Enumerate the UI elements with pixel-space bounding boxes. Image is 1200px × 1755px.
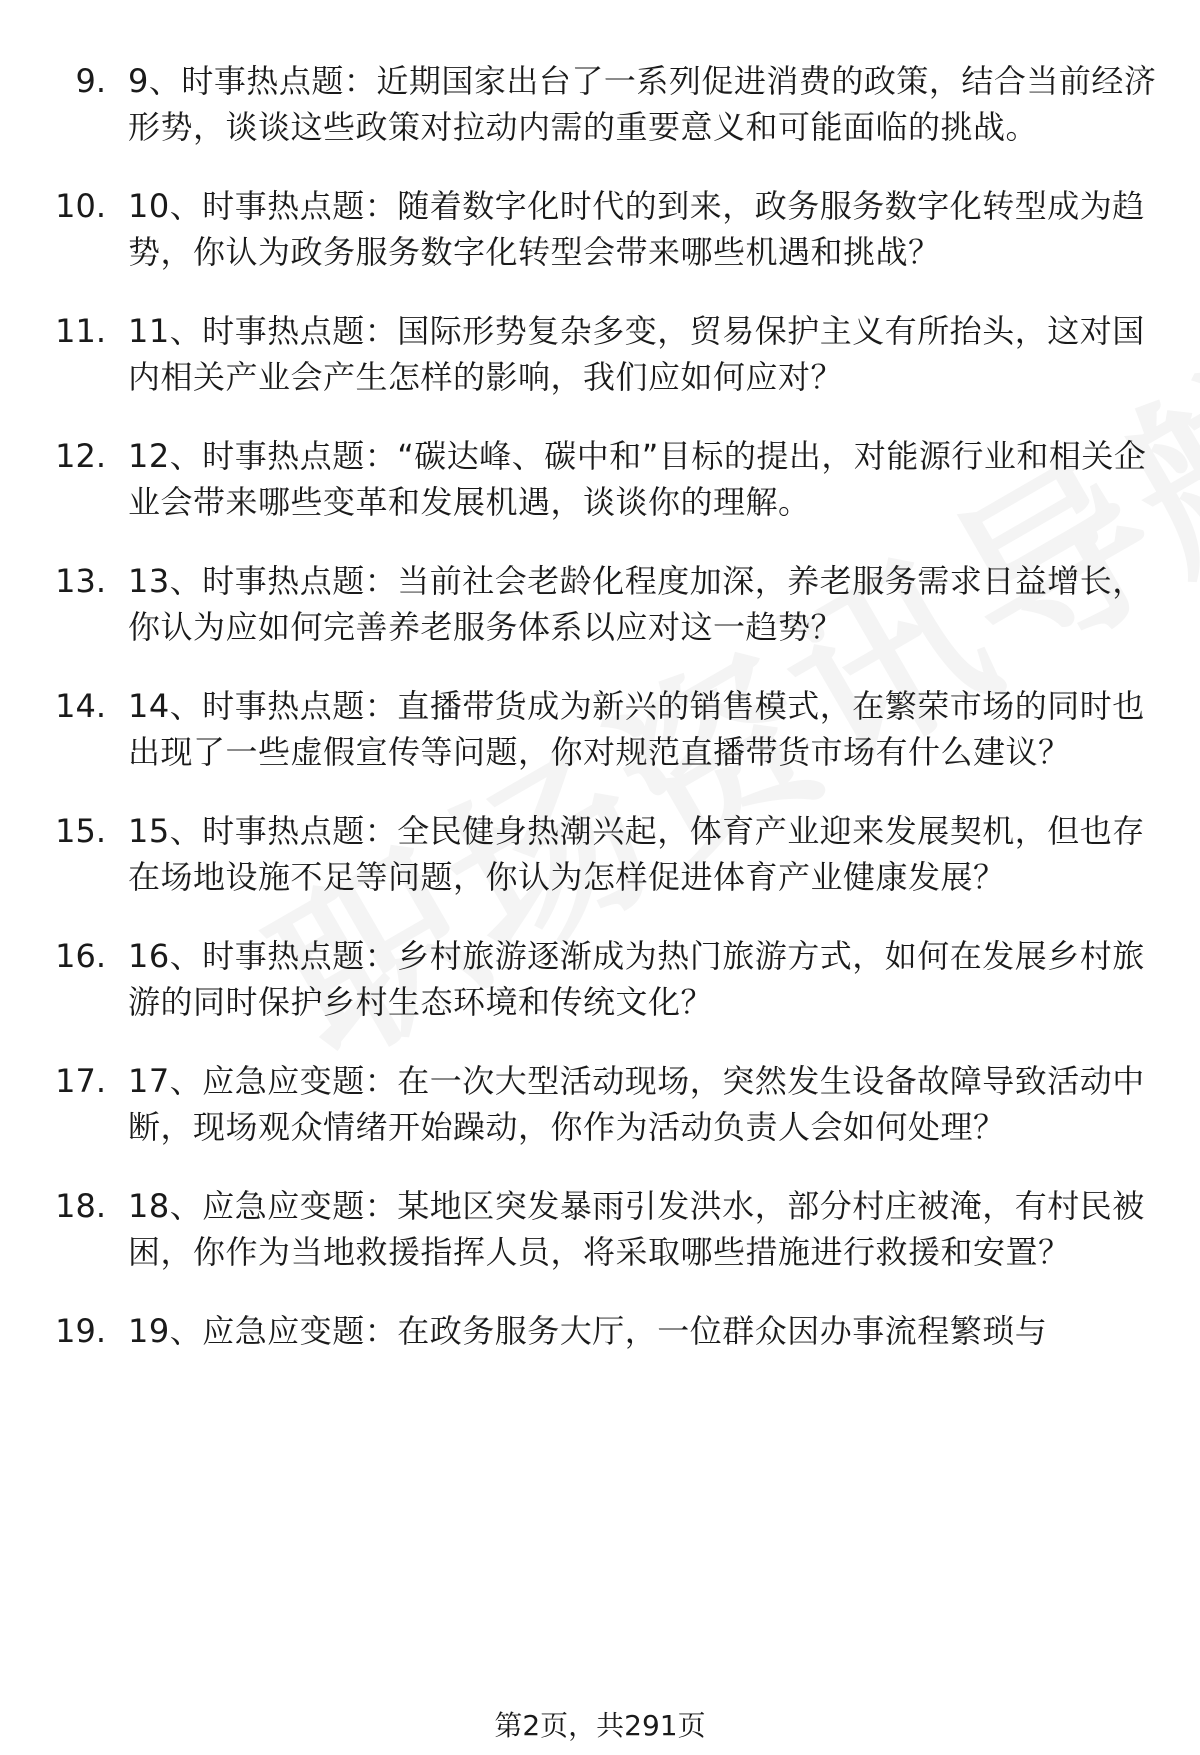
item-number: 14. [55,687,106,725]
item-text: 10、时事热点题：随着数字化时代的到来，政务服务数字化转型成为趋势，你认为政务服务数字化转型会带来哪些机遇和挑战？ [128,187,1145,271]
item-text: 14、时事热点题：直播带货成为新兴的销售模式，在繁荣市场的同时也出现了一些虚假宣传等问题，你对规范直播带货市场有什么建议？ [128,687,1145,771]
item-text: 15、时事热点题：全民健身热潮兴起，体育产业迎来发展契机，但也存在场地设施不足等问题，你认为怎样促进体育产业健康发展？ [128,812,1145,896]
item-number: 18. [55,1187,106,1225]
item-number: 19. [55,1312,106,1350]
question-list [0,58,1200,1387]
item-text: 16、时事热点题：乡村旅游逐渐成为热门旅游方式，如何在发展乡村旅游的同时保护乡村生态环境和传统文化？ [128,937,1145,1021]
item-text: 18、应急应变题：某地区突发暴雨引发洪水，部分村庄被淹，有村民被困，你作为当地救援指挥人员，将采取哪些措施进行救援和安置？ [128,1187,1145,1271]
list-item [0,433,1200,525]
item-text: 19、应急应变题：在政务服务大厅，一位群众因办事流程繁琐与 [128,1312,1048,1350]
item-number: 12. [55,437,106,475]
page-footer: 第2页，共291页 [494,1709,706,1742]
list-item [0,1058,1200,1150]
item-text: 13、时事热点题：当前社会老龄化程度加深，养老服务需求日益增长，你认为应如何完善养老服务体系以应对这一趋势？ [128,562,1145,646]
item-number: 11. [55,312,106,350]
item-text: 12、时事热点题：“碳达峰、碳中和”目标的提出，对能源行业和相关企业会带来哪些变革和发展机遇，谈谈你的理解。 [128,437,1147,521]
list-item [0,183,1200,275]
list-item [0,1308,1200,1354]
item-number: 13. [55,562,106,600]
item-number: 9. [75,62,106,100]
item-number: 16. [55,937,106,975]
list-item [0,808,1200,900]
list-item [0,58,1200,150]
item-number: 17. [55,1062,106,1100]
item-text: 11、时事热点题：国际形势复杂多变，贸易保护主义有所抬头，这对国内相关产业会产生怎样的影响，我们应如何应对？ [128,312,1145,396]
list-item [0,558,1200,650]
list-item [0,308,1200,400]
item-text: 17、应急应变题：在一次大型活动现场，突然发生设备故障导致活动中断，现场观众情绪开始躁动，你作为活动负责人会如何处理？ [128,1062,1145,1146]
item-number: 15. [55,812,106,850]
list-item [0,933,1200,1025]
list-item [0,1183,1200,1275]
item-text: 9、时事热点题：近期国家出台了一系列促进消费的政策，结合当前经济形势，谈谈这些政策对拉动内需的重要意义和可能面临的挑战。 [128,62,1157,146]
item-number: 10. [55,187,106,225]
list-item [0,683,1200,775]
